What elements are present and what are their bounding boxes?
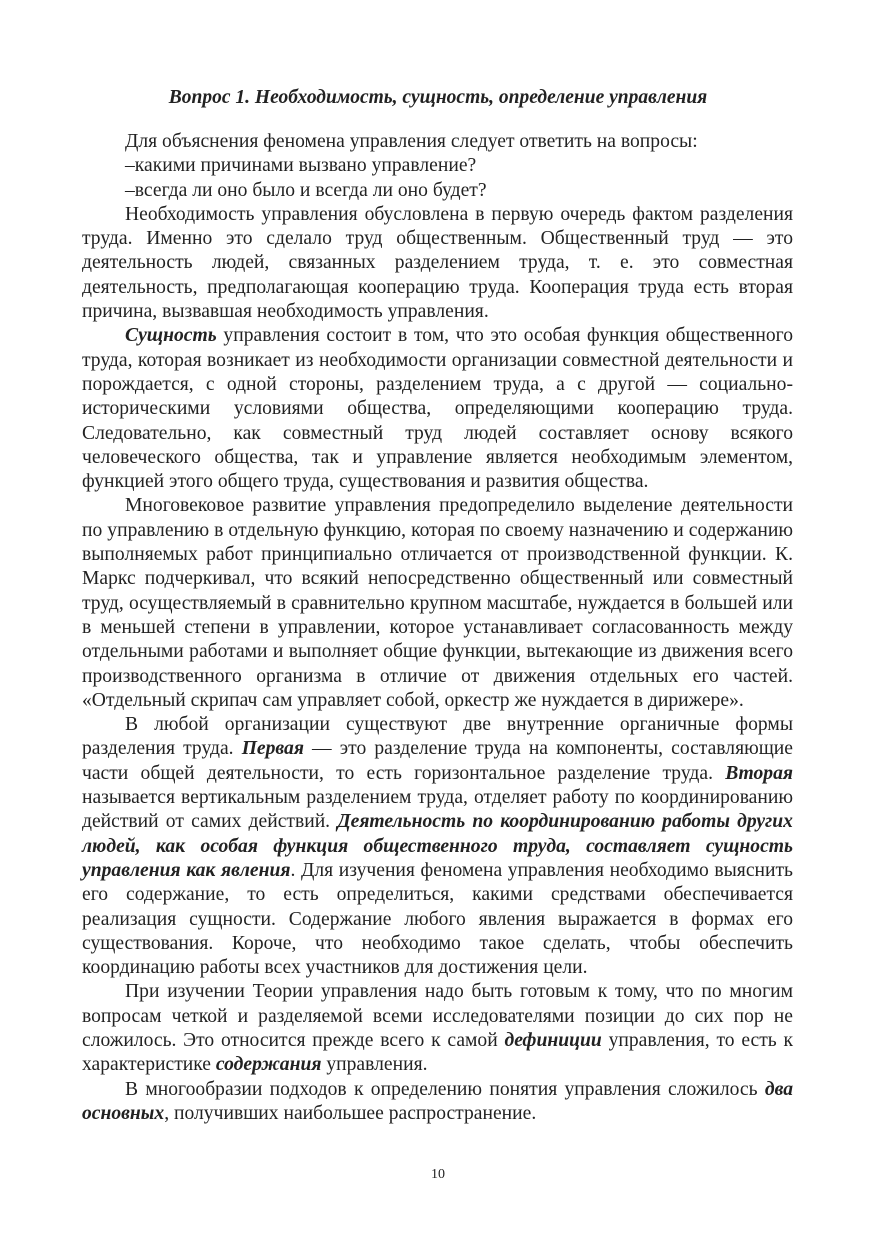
paragraph-text: , получивших наибольшее распространение.: [164, 1102, 537, 1124]
paragraph-approaches: [82, 1078, 793, 1127]
paragraph-text: управления.: [321, 1054, 428, 1076]
paragraph-text: управления состоит в том, что это особая функция общественного труда, которая возникает из необходимости организации совместной деятельности и порождается, с одной стороны, разделением труда, а с другой — социально-историческими условиями общества, определяющими кооперацию труда. Следовательно, как совместный труд людей составляет основу всякого человеческого общества, так и управление является необходимым элементом, функцией этого общего труда, существования и развития общества.: [82, 325, 793, 493]
term-first: Первая: [241, 738, 304, 760]
paragraph-necessity: Необходимость управления обусловлена в первую очередь фактом разделения труда. Именно это сделало труд общественным. Общественный труд — это деятельность людей, связанных разделением труда, т. е. это совместная деятельность, предполагающая кооперацию труда. Кооперация труда есть вторая причина, вызвавшая необходимость управления.: [82, 203, 793, 323]
term-two-main: два основных: [82, 1078, 793, 1124]
paragraph-text: В многообразии подходов к определению понятия управления сложилось: [125, 1078, 765, 1100]
body-text: [82, 130, 793, 1126]
paragraph-text: В любой организации существуют две внутренние органичные формы разделения труда.: [82, 714, 793, 760]
section-heading: Вопрос 1. Необходимость, сущность, определение управления: [168, 87, 708, 108]
paragraph-essence: [82, 324, 793, 494]
term-essence: Сущность: [125, 325, 217, 347]
term-second: Вторая: [725, 762, 793, 784]
paragraph-history: Многовековое развитие управления предопределило выделение деятельности по управлению в отдельную функцию, которая по своему назначению и содержанию выполняемых работ принципиально отличается от производственной функции. К. Маркс подчеркивал, что всякий непосредственно общественный или совместный труд, осуществляемый в сравнительно крупном масштабе, нуждается в большей или в меньшей степени в управлении, которое устанавливает согласованность между отдельными работами и выполняет общие функции, вытекающие из движения всего производственного организма в отличие от движения отдельных его частей. «Отдельный скрипач сам управляет собой, оркестр же нуждается в дирижере».: [82, 495, 793, 711]
paragraph-text: — это разделение труда на компоненты, составляющие части общей деятельности, то есть горизонтальное разделение труда.: [82, 738, 793, 784]
page-number: 10: [431, 1167, 445, 1182]
paragraph-theory: [82, 980, 793, 1077]
term-definition: дефиниции: [504, 1029, 602, 1051]
intro-line: Для объяснения феномена управления следует ответить на вопросы:: [125, 131, 698, 152]
paragraph-text: . Для изучения феномена управления необходимо выяснить его содержание, то есть определиться, какими средствами обеспечивается реализация сущности. Содержание любого явления выражается в формах его существования. Короче, что необходимо такое сделать, чтобы обеспечить координацию работы всех участников для достижения цели.: [82, 859, 793, 979]
intro-question: –всегда ли оно было и всегда ли оно будет?: [125, 179, 487, 201]
paragraph-text: называется вертикальным разделением труда, отделяет работу по координированию действий от самих действий.: [82, 787, 793, 833]
intro-question: –какими причинами вызвано управление?: [125, 155, 477, 177]
paragraph-text: управления, то есть к характеристике: [82, 1029, 793, 1076]
paragraph-division: [82, 713, 793, 980]
paragraph-text: При изучении Теории управления надо быть готовым к тому, что по многим вопросам четкой и разделяемой всеми исследователями позиции до сих пор не сложилось. Это относится прежде всего к самой: [82, 981, 793, 1051]
key-definition: Деятельность по координированию работы других людей, как особая функция общественного труда, составляет сущность управления как явления: [82, 811, 793, 881]
term-content: содержания: [215, 1054, 322, 1076]
